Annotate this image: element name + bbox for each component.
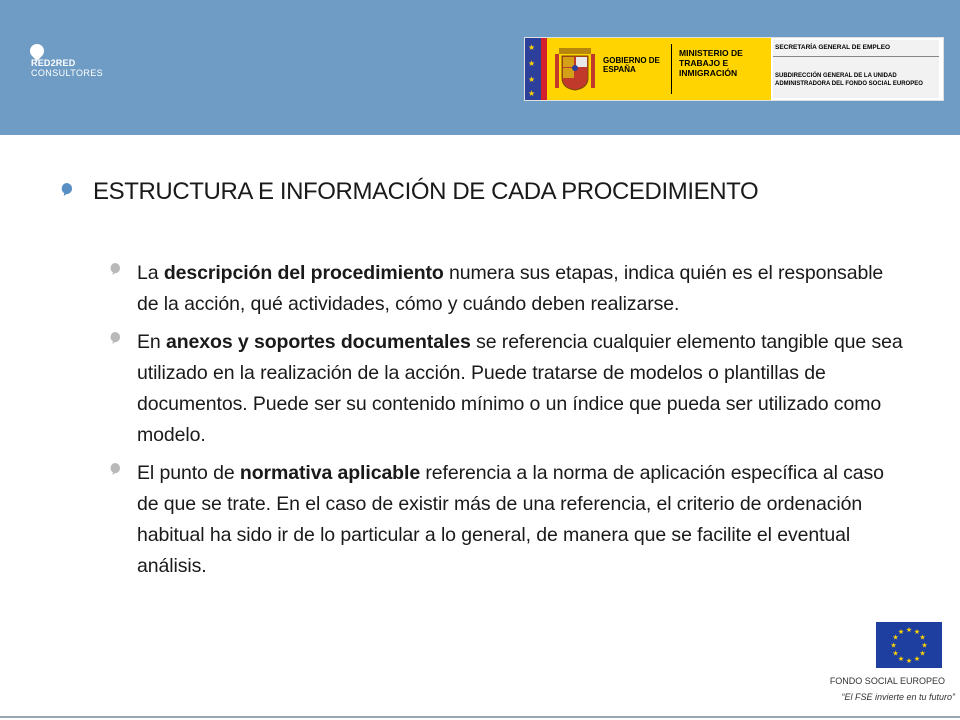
gov-divider [671,44,672,94]
logo-line2: CONSULTORES [31,68,104,78]
svg-text:★: ★ [921,641,928,650]
svg-text:★: ★ [897,655,905,663]
slide-title: ESTRUCTURA E INFORMACIÓN DE CADA PROCEDIMIENTO [93,178,759,205]
item-text-post: referencia a la norma de aplicación específica al caso de que se trate. En el caso de existir más de una referencia, el criterio de ordenación habitual ha sido ir de lo particular a lo general, de manera que se facilite el eventual análisis. [137,462,884,577]
bullet-icon [109,463,121,475]
item-text-bold: anexos y soportes documentales [165,331,471,353]
secretaria-label: SECRETARÍA GENERAL DE EMPLEO [775,44,891,51]
list-item [137,327,907,451]
svg-text:★: ★ [892,649,899,658]
eu-flag-icon [876,622,942,668]
svg-text:★: ★ [897,628,905,636]
bullet-icon [109,263,121,275]
spain-strip [541,38,547,100]
title-bullet-icon [60,183,73,196]
svg-text:★: ★ [913,628,921,636]
subdireccion-label [775,72,923,88]
item-text-pre: La [137,262,164,284]
header-bar [0,0,960,135]
bullet-icon [109,332,121,344]
svg-text:★: ★ [892,633,899,642]
subdireccion-line2: ADMINISTRADORA DEL FONDO SOCIAL EUROPEO [775,81,923,87]
gobierno-label: GOBIERNO DE ESPAÑA [603,56,660,74]
item-text-post: numera sus etapas, indica quién es el responsable de la acción, qué actividades, cómo y cuándo deben realizarse. [137,262,884,315]
secretaria-divider [773,56,939,57]
item-text-pre: El punto de [137,462,240,484]
svg-text:★: ★ [919,633,926,642]
government-logo [524,37,944,101]
item-text-pre: En [137,331,166,353]
fse-slogan: “El FSE invierte en tu futuro” [841,692,955,702]
secretaria-box [773,40,939,98]
bottom-divider [0,716,960,718]
item-text-bold: descripción del procedimiento [163,262,444,284]
list-item [137,458,907,582]
svg-text:★: ★ [890,641,897,650]
svg-text:★: ★ [913,655,921,663]
ministerio-label: MINISTERIO DE TRABAJO E INMIGRACIÓN [679,48,743,78]
logo-line1: RED2RED [31,58,76,68]
item-text-bold: normativa aplicable [239,462,421,484]
eu-strip: ★ ★ ★ ★ [525,38,541,100]
svg-text:★: ★ [919,649,926,658]
coat-of-arms-icon [555,46,595,92]
fse-name: FONDO SOCIAL EUROPEO [829,676,945,686]
svg-text:★: ★ [905,657,913,665]
list-item [137,258,907,320]
svg-text:★: ★ [905,626,913,634]
bullet-list [137,258,907,589]
item-text-post: se referencia cualquier elemento tangible que sea utilizado en la realización de la acción. Puede tratarse de modelos o plantillas de documentos. Puede ser su contenido mínimo o un índice que pueda ser utilizado como modelo. [137,331,903,446]
subdireccion-line1: SUBDIRECCIÓN GENERAL DE LA UNIDAD [775,73,897,79]
